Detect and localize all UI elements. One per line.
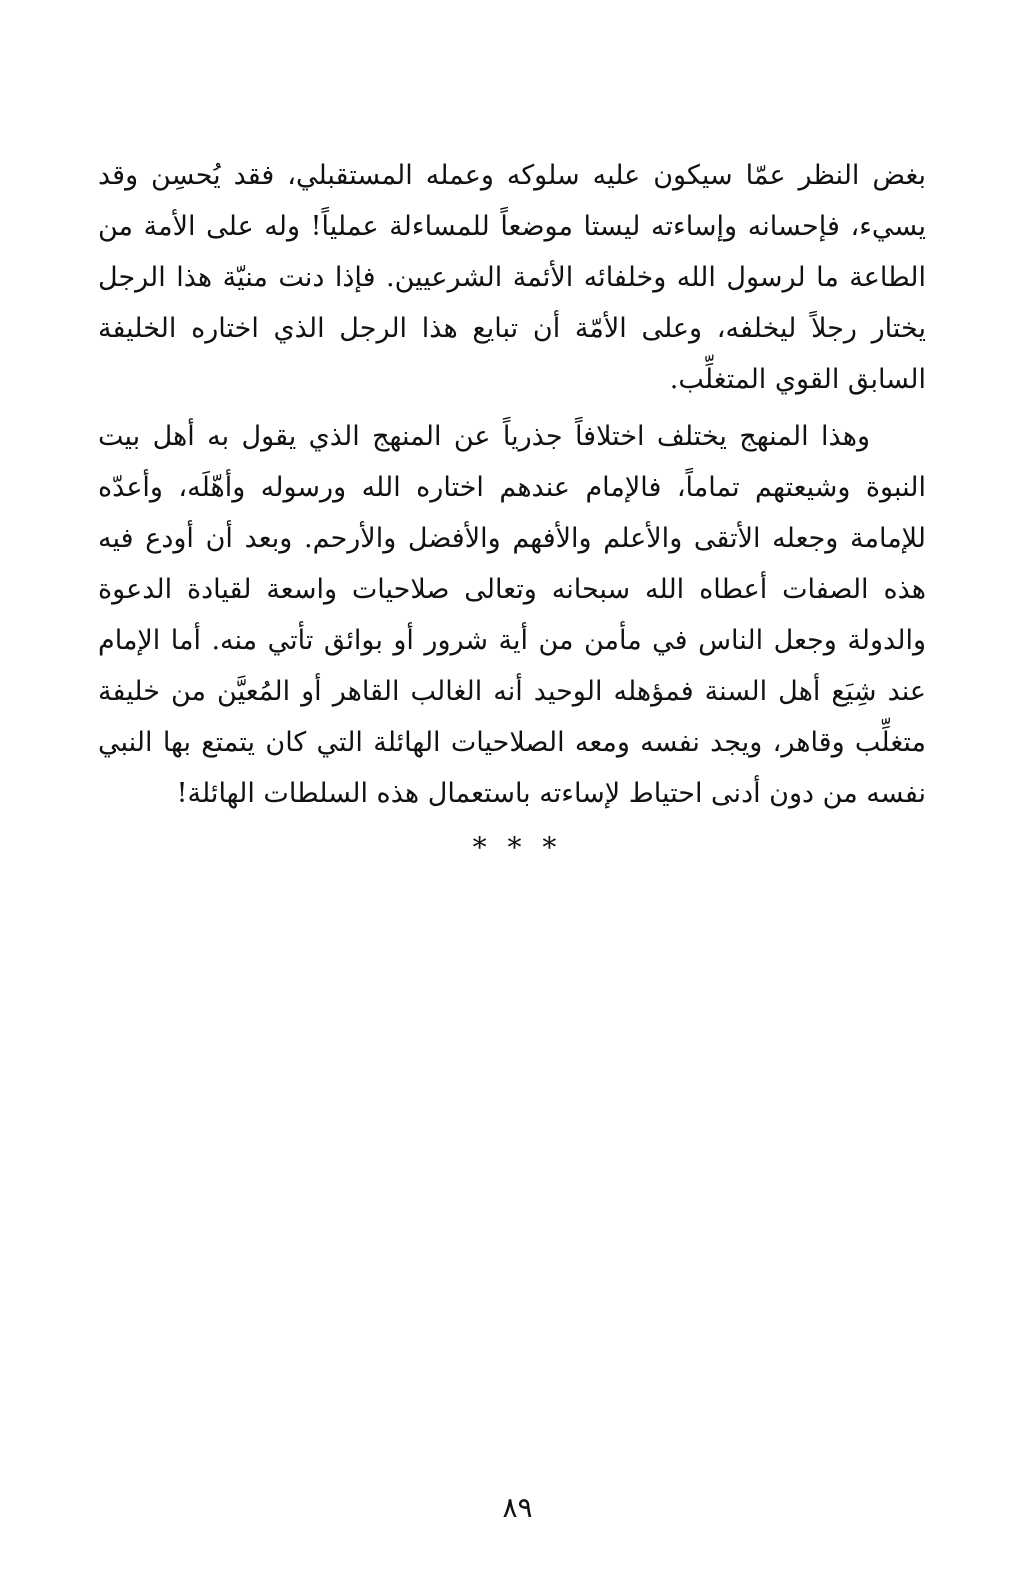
paragraph-2: وهذا المنهج يختلف اختلافاً جذرياً عن المنهج الذي يقول به أهل بيت النبوة وشيعتهم تماماً، فالإمام عندهم اختاره الله ورسوله وأهّلَه، وأعدّه للإمامة وجعله الأتقى والأعلم والأفهم والأفضل والأرحم. وبعد أن أودع فيه هذه الصفات أعطاه الله سبحانه وتعالى صلاحيات واسعة لقيادة الدعوة والدولة وجعل الناس في مأمن من أية شرور أو بوائق تأتي منه. أما الإمام عند شِيَع أهل السنة فمؤهله الوحيد أنه الغالب القاهر أو المُعيَّن من خليفة متغلِّب وقاهر، ويجد نفسه ومعه الصلاحيات الهائلة التي كان يتمتع بها النبي نفسه من دون أدنى احتياط لإساءته باستعمال هذه السلطات الهائلة! (98, 421, 926, 809)
section-separator: * * * (472, 831, 563, 864)
body-text (98, 150, 926, 819)
page-number: ٨٩ (502, 1491, 533, 1524)
paragraph-1: بغض النظر عمّا سيكون عليه سلوكه وعمله المستقبلي، فقد يُحسِن وقد يسيء، فإحسانه وإساءته ليستا موضعاً للمساءلة عملياً! وله على الأمة من الطاعة ما لرسول الله وخلفائه الأئمة الشرعيين. فإذا دنت منيّة هذا الرجل يختار رجلاً ليخلفه، وعلى الأمّة أن تبايع هذا الرجل الذي اختاره الخليفة السابق القوي المتغلِّب. (98, 160, 926, 395)
